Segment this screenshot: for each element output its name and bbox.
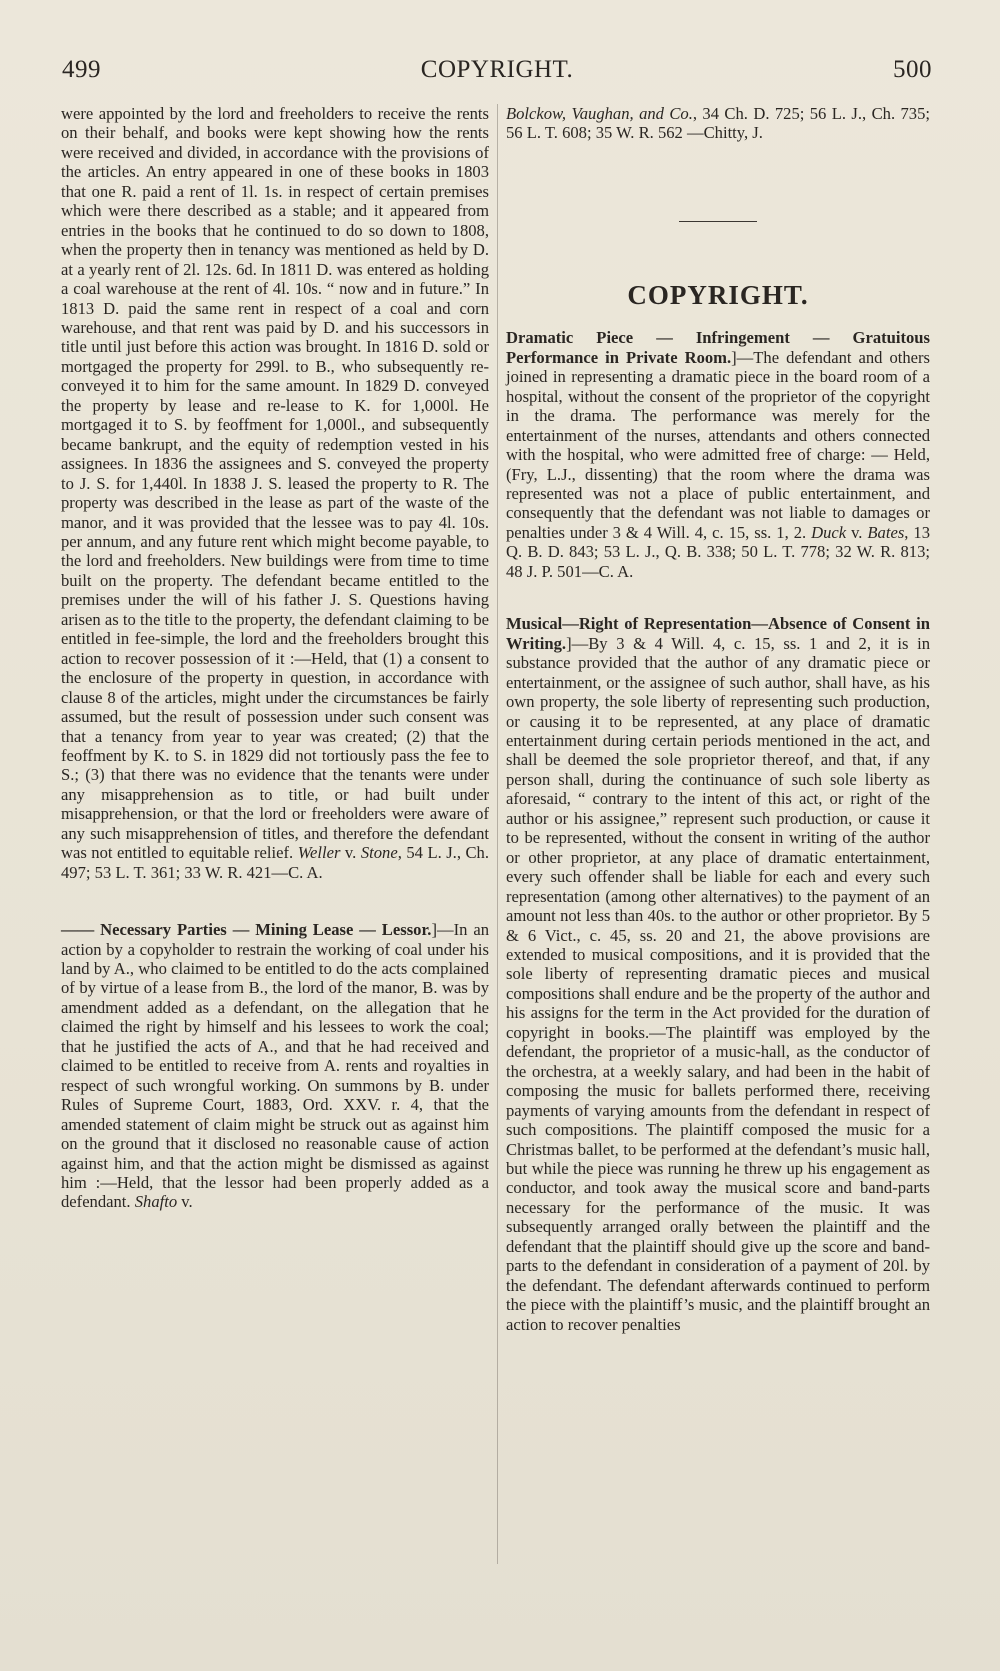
column-divider <box>497 104 498 1564</box>
case-name-plaintiff-2: Shafto <box>134 1192 178 1212</box>
right-paragraph-2-heading: Musical—Right of Representation—Absence of Consent in Writing. <box>506 614 930 653</box>
right-case-citation: , 13 Q. B. D. 843; 53 L. J., Q. B. 338; 50 L. T. 778; 32 W. R. 813; 48 J. P. 501—C. A. <box>506 522 930 581</box>
case-versus-2: v. <box>177 1192 193 1212</box>
right-case-versus: v. <box>846 522 868 542</box>
case-name-defendant: Stone <box>360 843 398 863</box>
right-case-defendant: Bates <box>867 522 905 542</box>
right-paragraph-1-heading: Dramatic Piece — Infringement — Gratuitous Performance in Private Room. <box>506 328 930 367</box>
right-continuation <box>506 104 930 143</box>
case-versus: v. <box>340 843 361 863</box>
left-paragraph-2 <box>61 920 489 1212</box>
case-citation: , 54 L. J., Ch. 497; 53 L. T. 361; 33 W. R. 421—C. A. <box>61 843 490 882</box>
page-number-left: 499 <box>62 56 101 83</box>
right-paragraph-2 <box>506 614 930 1334</box>
page-header <box>62 56 932 96</box>
case-name-plaintiff: Weller <box>297 843 341 863</box>
section-heading: COPYRIGHT. <box>627 280 809 311</box>
left-paragraph-2-heading: —— Necessary Parties — Mining Lease — Lessor. <box>61 920 432 940</box>
right-column <box>506 104 930 1334</box>
continued-citation: , 34 Ch. D. 725; 56 L. J., Ch. 735; 56 L. T. 608; 35 W. R. 562 —Chitty, J. <box>506 104 931 143</box>
section-divider-rule <box>679 221 757 223</box>
right-paragraph-2-text: ]—By 3 & 4 Will. 4, c. 15, ss. 1 and 2, it is in substance provided that the author of any dramatic piece or entertainment, or the assignee of such author, shall have, as his own property, the sole liberty of representing such production, or causing it to be represented, at any place of dramatic entertainment during certain periods mentioned in the act, and shall be deemed the sole proprietor thereof, and that, if any person shall, during the continuance of such sole liberty as aforesaid, “ contrary to the intent of this act, or right of the author or his assignee,” represent such production, or cause it to be represented, without the consent in writing of the author or other proprietor, at any place of dramatic entertainment, every such offender shall be liable for each and every such representation (among other alternatives) to the payment of an amount not less than 40s. to the author or other proprietor. By 5 & 6 Vict., c. 45, ss. 20 and 21, the above provisions are extended to musical compositions, and it is provided that the sole liberty of representing dramatic pieces and musical compositions shall endure and be the property of the author and his assigns for the term in the Act provided for the duration of copyright in books.—The plaintiff was employed by the defendant, the proprietor of a music-hall, as the conductor of the orchestra, at a weekly salary, and had been in the habit of composing the music for ballets performed there, receiving payments of varying amounts from the defendant in respect of such compositions. The plaintiff composed the music for a Christmas ballet, to be performed at the defendant’s music hall, but while the piece was running he threw up his engagement as conductor, and took away the musical score and band-parts necessary for the performance of the music. It was subsequently arranged orally between the plaintiff and the defendant that the plaintiff should give up the score and band-parts to the defendant in consideration of a payment of 20l. by the defendant. The defendant afterwards continued to perform the piece with the plaintiff’s music, and the plaintiff brought an action to recover penalties <box>506 633 930 1334</box>
left-column <box>61 104 489 1212</box>
page-number-right: 500 <box>893 56 932 83</box>
right-paragraph-1 <box>506 328 930 581</box>
right-case-plaintiff: Duck <box>811 522 847 542</box>
continued-case-name: Bolckow, Vaughan, and Co. <box>506 104 693 123</box>
left-paragraph-1 <box>61 104 489 882</box>
left-paragraph-2-text: ]—In an action by a copyholder to restrain the working of coal under his land by A., who claimed to be entitled to do the acts complained of by virtue of a lease from B., the lord of the manor, B. was by amendment added as a defendant, on the allegation that he claimed the right by himself and his lessees to work the coal; that he justified the acts of A., and that he had received and claimed to be entitled to receive from A. rents and royalties in respect of such wrongful working. On summons by B. under Rules of Supreme Court, 1883, Ord. XXV. r. 4, that the amended statement of claim might be struck out as against him on the ground that it disclosed no reasonable cause of action against him, and that the action might be dismissed as against him :—Held, that the lessor had been properly added as a defendant. <box>61 920 489 1212</box>
left-paragraph-1-text: were appointed by the lord and freeholders to receive the rents on their behalf, and books were kept showing how the rents were received and divided, in accordance with the provisions of the articles. An entry appeared in one of these books in 1803 that one R. paid a rent of 1l. 1s. in respect of certain premises which were there described as a stable; and it appeared from entries in the books that he continued to do so down to 1808, when the property then in tenancy was mentioned as held by D. at a yearly rent of 2l. 12s. 6d. In 1811 D. was entered as holding a coal warehouse at the rent of 4l. 10s. “ now and in future.” In 1813 D. paid the same rent in respect of a coal and corn warehouse, and that rent was paid by D. and his successors in title until just before this action was brought. In 1816 D. sold or mortgaged the property for 299l. to B., who subsequently re-conveyed it to him for the same amount. In 1829 D. conveyed the property by lease and re-lease to K. for 1,000l. He mortgaged it to S. by feoffment for 1,000l., and subsequently became bankrupt, and the equity of redemption vested in his assignees. In 1836 the assignees and S. conveyed the property to J. S. for 1,440l. In 1838 J. S. leased the property to R. The property was described in the lease as part of the waste of the manor, and it was provided that the lessee was to pay 4l. 10s. per annum, and any future rent which might become payable, to the lord and freeholders. New buildings were from time to time built on the property. The defendant became entitled to the premises under the will of his father J. S. Questions having arisen as to the title to the property, the defendant claiming to be entitled in fee-simple, the lord and the freeholders brought this action to recover possession of it :—Held, that (1) a consent to the enclosure of the property in question, in accordance with clause 8 of the articles, might under the circumstances be fairly assumed, but the result of possession under such consent was that a tenancy from year to year was created; (2) that the feoffment by K. to S. in 1829 did not tortiously pass the fee to S.; (3) that there was no evidence that the tenants were under any misapprehension as to title, or had built under misapprehension, or that the lord or freeholders were aware of any such misapprehension of titles, and therefore the defendant was not entitled to equitable relief. <box>61 104 489 863</box>
running-title: COPYRIGHT. <box>420 56 574 83</box>
right-paragraph-1-text: ]—The defendant and others joined in representing a dramatic piece in the board room of a hospital, without the consent of the proprietor of the copyright in the drama. The performance was merely for the entertainment of the nurses, attendants and others connected with the hospital, who were admitted free of charge: — Held, (Fry, L.J., dissenting) that the room where the drama was represented was not a place of public entertainment, and consequently that the defendant was not liable to damages or penalties under 3 & 4 Will. 4, c. 15, ss. 1, 2. <box>506 347 931 542</box>
